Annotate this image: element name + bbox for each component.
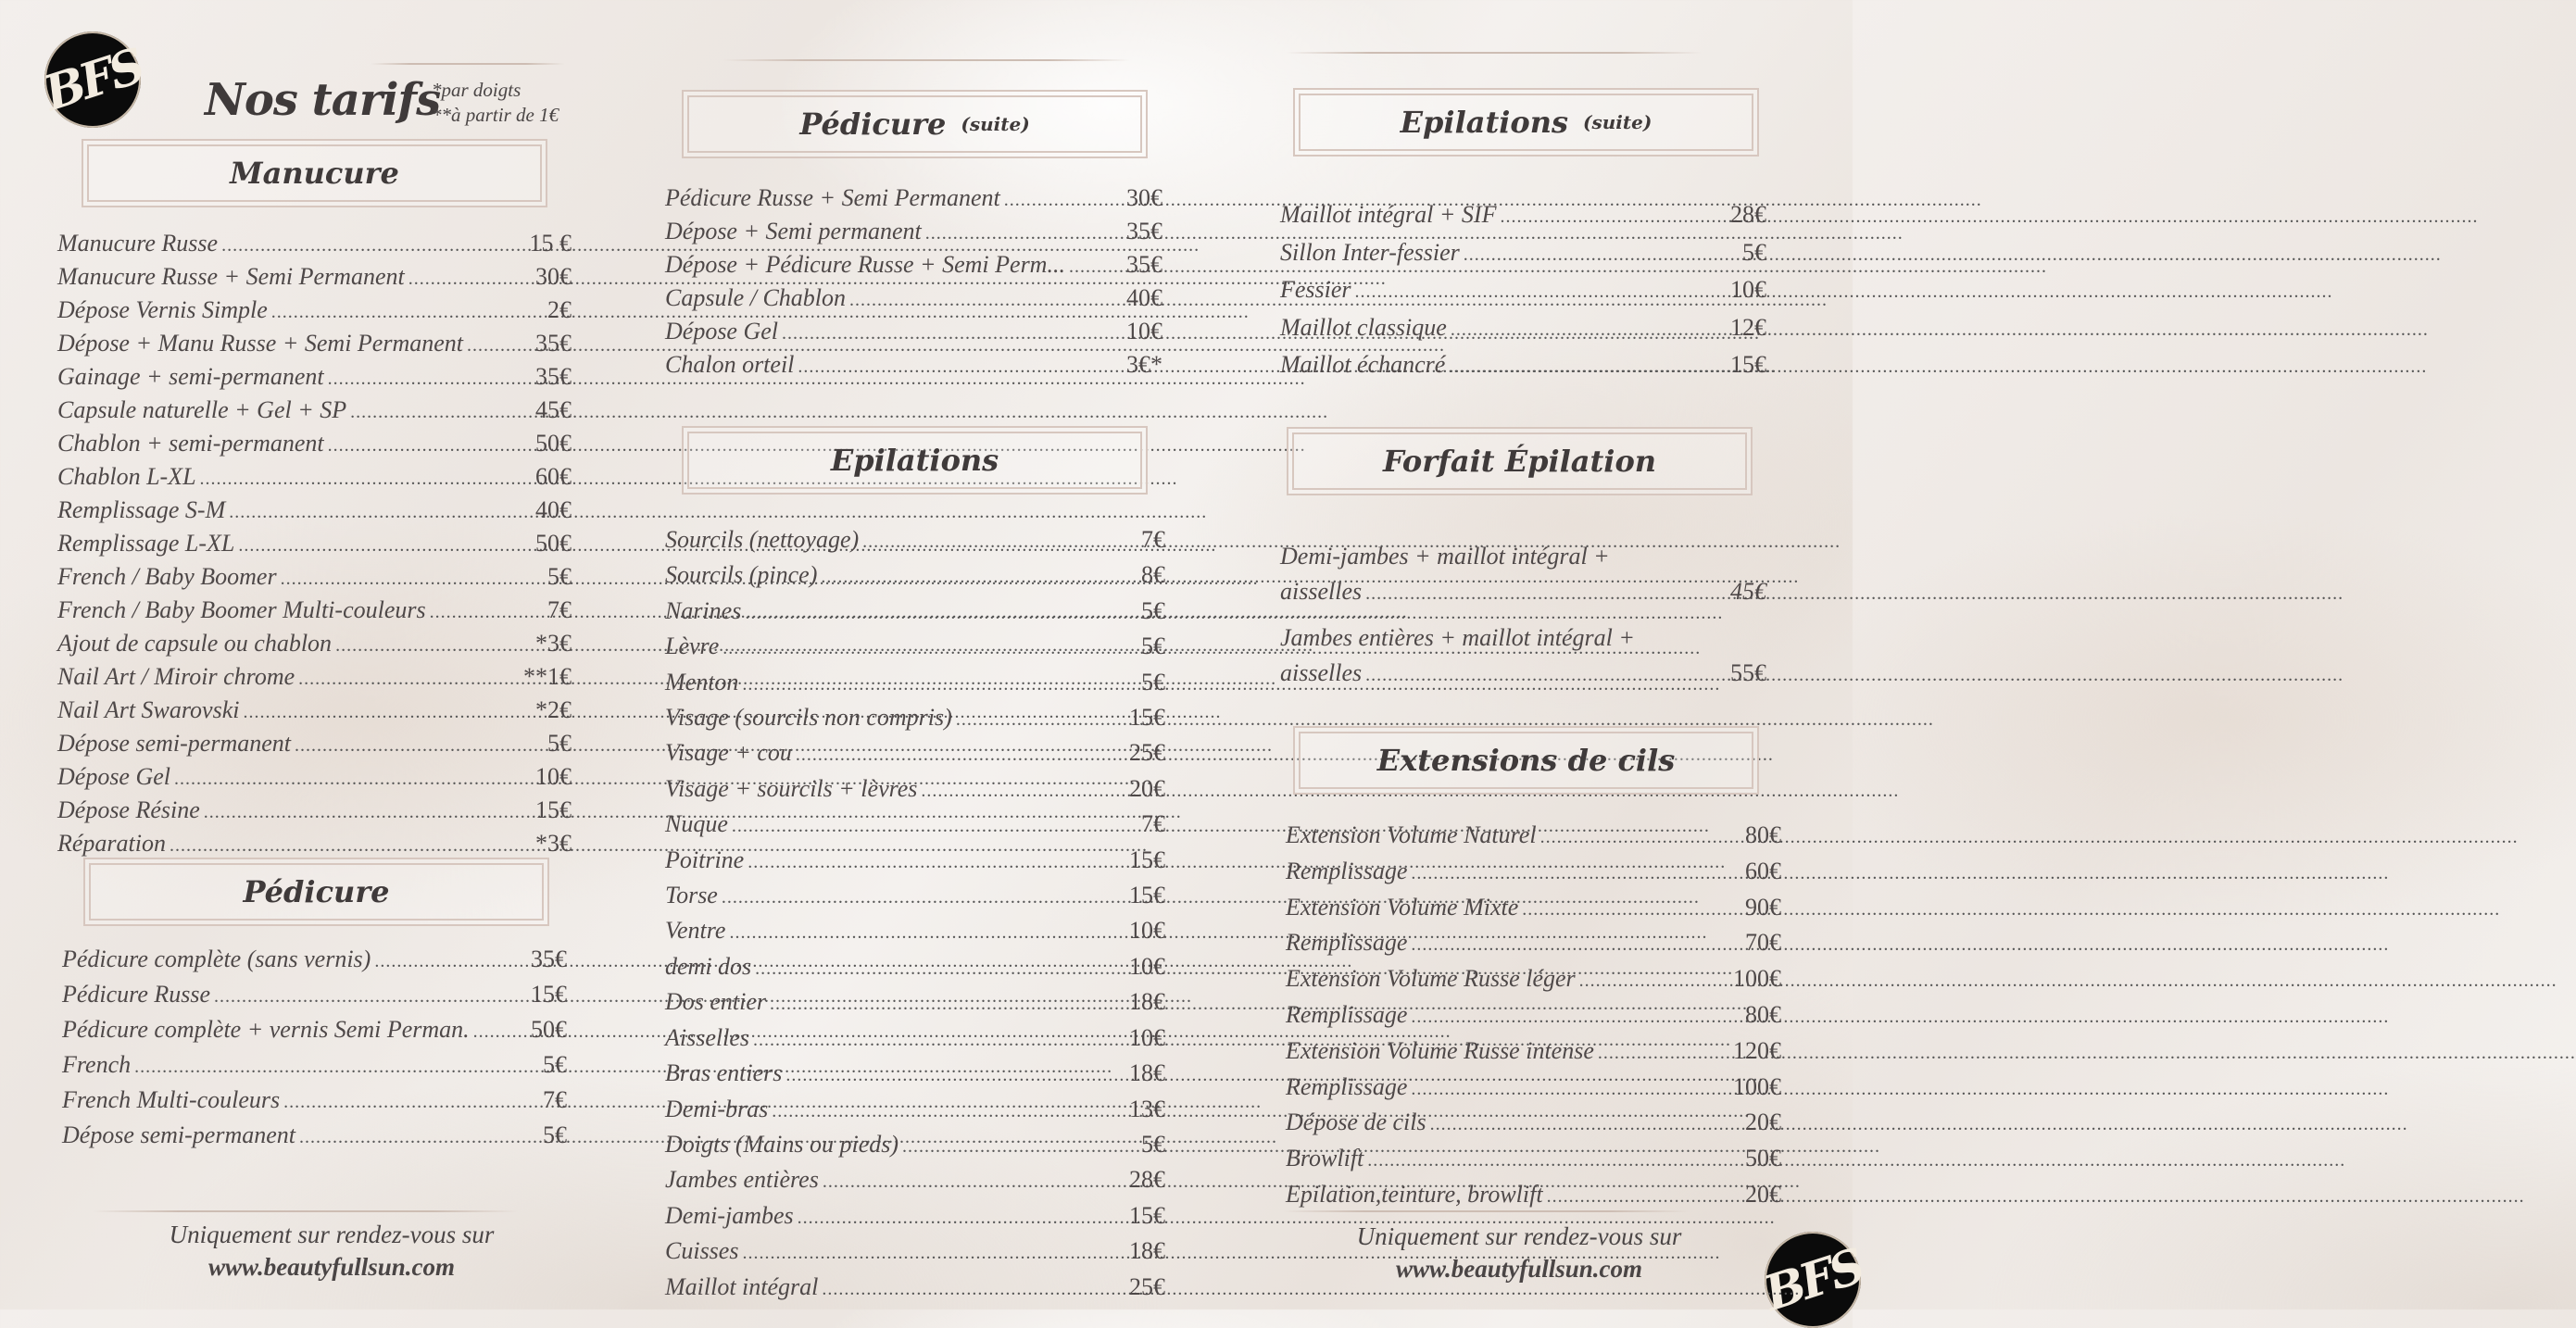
list-item: French Multi-couleurs ..... 7€ bbox=[62, 1084, 567, 1119]
section-title-forfait: Forfait Épilation bbox=[1382, 444, 1657, 479]
list-item: Jambes entières ..... 28€ bbox=[665, 1163, 1165, 1198]
list-item: Demi-jambes + maillot intégral + aisselles ..... 45€ bbox=[1280, 539, 1766, 611]
footer-note: Uniquement sur rendez-vous sur bbox=[169, 1221, 495, 1248]
list-item: Remplissage ..... 60€ bbox=[1286, 855, 1781, 891]
list-item: Maillot intégral ..... 25€ bbox=[665, 1271, 1165, 1306]
section-title-epilations: Epilations bbox=[830, 443, 999, 478]
note-per-finger: *par doigts bbox=[432, 79, 521, 101]
list-item: Nuque ..... 7€ bbox=[665, 808, 1165, 843]
list-item: Sillon Inter-fessier ..... 5€ bbox=[1280, 235, 1766, 273]
list-item: Browlift ..... 50€ bbox=[1286, 1142, 1781, 1178]
note-from-price: **à partir de 1€ bbox=[432, 104, 559, 126]
list-item: Dépose semi-permanent ..... 5€ bbox=[57, 728, 572, 761]
list-item: Nail Art Swarovski ..... *2€ bbox=[57, 695, 572, 728]
list-item: Ajout de capsule ou chablon ..... *3€ bbox=[57, 628, 572, 661]
logo-text-bottom: BFS bbox=[1756, 1237, 1869, 1322]
list-item: Extension Volume Naturel ..... 80€ bbox=[1286, 819, 1781, 855]
title-notes bbox=[432, 78, 559, 128]
section-title-manucure: Manucure bbox=[230, 156, 399, 191]
list-item: Dépose de cils ..... 20€ bbox=[1286, 1106, 1781, 1142]
list-item: Dépose Vernis Simple ..... 2€ bbox=[57, 294, 572, 328]
list-item: Pédicure complète (sans vernis) ..... 35€ bbox=[62, 943, 567, 978]
section-header-epilations bbox=[682, 426, 1148, 495]
logo-top bbox=[36, 31, 149, 128]
list-item: Dépose Résine ..... 15€ bbox=[57, 795, 572, 828]
list-item: Pédicure Russe + Semi Permanent ..... 30€ bbox=[665, 182, 1162, 216]
list-item: Extension Volume Russe intense ..... 120€ bbox=[1286, 1034, 1781, 1071]
footer-website-link[interactable]: www.beautyfullsun.com bbox=[207, 1253, 456, 1281]
section-subtitle: (suite) bbox=[961, 113, 1030, 135]
list-item: Remplissage ..... 70€ bbox=[1286, 926, 1781, 962]
list-item: Sourcils (pince) ..... 8€ bbox=[665, 558, 1165, 594]
section-header-pedicure bbox=[83, 858, 549, 926]
decorative-rule bbox=[1286, 52, 1703, 54]
list-item: Remplissage ..... 100€ bbox=[1286, 1071, 1781, 1107]
epilations-list bbox=[665, 523, 1165, 1306]
list-item: demi dos ..... 10€ bbox=[665, 950, 1165, 985]
list-item: Dépose + Manu Russe + Semi Permanent ..... 35€ bbox=[57, 328, 572, 361]
list-item: Dépose Gel ..... 10€ bbox=[57, 761, 572, 795]
section-header-manucure bbox=[82, 139, 547, 207]
epilations-suite-list bbox=[1280, 197, 1766, 385]
section-title-pedicure-suite: Pédicure bbox=[799, 106, 947, 142]
list-item: French ..... 5€ bbox=[62, 1048, 567, 1084]
list-item: Capsule naturelle + Gel + SP ..... 45€ bbox=[57, 395, 572, 428]
decorative-rule bbox=[93, 1210, 519, 1212]
extensions-list bbox=[1286, 819, 1781, 1214]
list-item: Maillot intégral + SIF ..... 28€ bbox=[1280, 197, 1766, 235]
page-title: Nos tarifs bbox=[205, 74, 441, 126]
list-item: Remplissage ..... 80€ bbox=[1286, 998, 1781, 1034]
footer-note: Uniquement sur rendez-vous sur bbox=[1356, 1222, 1682, 1250]
list-item: Fessier ..... 10€ bbox=[1280, 272, 1766, 310]
list-item: Manucure Russe ..... 15 € bbox=[57, 228, 572, 261]
list-item: Dépose + Pédicure Russe + Semi Perm... ..... 35€ bbox=[665, 249, 1162, 282]
list-item: Visage (sourcils non compris) ..... 15€ bbox=[665, 701, 1165, 736]
list-item: Maillot classique ..... 12€ bbox=[1280, 310, 1766, 348]
list-item: Dépose + Semi permanent ..... 35€ bbox=[665, 216, 1162, 249]
list-item: Chalon orteil ..... 3€* bbox=[665, 349, 1162, 382]
list-item: Ventre ..... 10€ bbox=[665, 914, 1165, 949]
footer-website-link[interactable]: www.beautyfullsun.com bbox=[1395, 1255, 1643, 1283]
list-item: Réparation ..... *3€ bbox=[57, 828, 572, 861]
decorative-rule bbox=[723, 59, 1130, 61]
list-item: Extension Volume Mixte ..... 90€ bbox=[1286, 891, 1781, 927]
pedicure-suite-list bbox=[665, 182, 1162, 382]
list-item: Chablon L-XL ..... 60€ bbox=[57, 461, 572, 495]
list-item: Lèvre ..... 5€ bbox=[665, 630, 1165, 665]
list-item: Capsule / Chablon ..... 40€ bbox=[665, 282, 1162, 316]
list-item: Epilation,teinture, browlift ..... 20€ bbox=[1286, 1178, 1781, 1214]
list-item: Dépose semi-permanent ..... 5€ bbox=[62, 1119, 567, 1154]
section-header-pedicure-suite bbox=[682, 90, 1148, 158]
section-header-forfait bbox=[1287, 427, 1753, 495]
list-item: Pédicure complète + vernis Semi Perman. ..... 50€ bbox=[62, 1013, 567, 1048]
pedicure-list bbox=[62, 943, 567, 1154]
list-item: Extension Volume Russe léger ..... 100€ bbox=[1286, 962, 1781, 998]
list-item: Maillot échancré ..... 15€ bbox=[1280, 347, 1766, 385]
list-item: Cuisses ..... 18€ bbox=[665, 1234, 1165, 1270]
list-item: Sourcils (nettoyage) ..... 7€ bbox=[665, 523, 1165, 558]
list-item: Jambes entières + maillot intégral + aisselles ..... 55€ bbox=[1280, 620, 1766, 693]
list-item: Demi-bras ..... 13€ bbox=[665, 1093, 1165, 1128]
forfait-list bbox=[1280, 539, 1766, 693]
list-item: Nail Art / Miroir chrome ..... **1€ bbox=[57, 661, 572, 695]
list-item: French / Baby Boomer ..... 5€ bbox=[57, 561, 572, 595]
section-header-epilations-suite bbox=[1293, 88, 1759, 157]
logo-text: BFS bbox=[36, 37, 149, 122]
list-item: Manucure Russe + Semi Permanent ..... 30€ bbox=[57, 261, 572, 294]
list-item: Gainage + semi-permanent ..... 35€ bbox=[57, 361, 572, 395]
list-item: Aisselles ..... 10€ bbox=[665, 1021, 1165, 1057]
list-item: Doigts (Mains ou pieds) ..... 5€ bbox=[665, 1128, 1165, 1163]
section-header-extensions bbox=[1293, 726, 1759, 795]
footer-right bbox=[1278, 1222, 1760, 1284]
manucure-list bbox=[57, 228, 572, 861]
decorative-rule bbox=[371, 63, 565, 65]
list-item: Demi-jambes ..... 15€ bbox=[665, 1199, 1165, 1234]
list-item: Remplissage L-XL ..... 50€ bbox=[57, 528, 572, 561]
section-title-epilations-suite: Epilations bbox=[1400, 105, 1569, 140]
list-item: Dépose Gel ..... 10€ bbox=[665, 316, 1162, 349]
section-title-pedicure: Pédicure bbox=[243, 874, 390, 909]
list-item: Remplissage S-M ..... 40€ bbox=[57, 495, 572, 528]
list-item: Visage + sourcils + lèvres ..... 20€ bbox=[665, 772, 1165, 808]
list-item: Bras entiers ..... 18€ bbox=[665, 1057, 1165, 1092]
list-item: Chablon + semi-permanent ..... 50€ bbox=[57, 428, 572, 461]
list-item: Menton ..... 5€ bbox=[665, 666, 1165, 701]
section-title-extensions: Extensions de cils bbox=[1376, 743, 1676, 778]
footer-left bbox=[91, 1221, 572, 1282]
list-item: Dos entier ..... 18€ bbox=[665, 985, 1165, 1021]
list-item: Torse ..... 15€ bbox=[665, 879, 1165, 914]
list-item: Visage + cou ..... 25€ bbox=[665, 736, 1165, 771]
section-subtitle: (suite) bbox=[1583, 111, 1652, 133]
list-item: Pédicure Russe ..... 15€ bbox=[62, 978, 567, 1013]
list-item: Narines ..... 5€ bbox=[665, 595, 1165, 630]
list-item: Poitrine ..... 15€ bbox=[665, 844, 1165, 879]
list-item: French / Baby Boomer Multi-couleurs ..... 7€ bbox=[57, 595, 572, 628]
